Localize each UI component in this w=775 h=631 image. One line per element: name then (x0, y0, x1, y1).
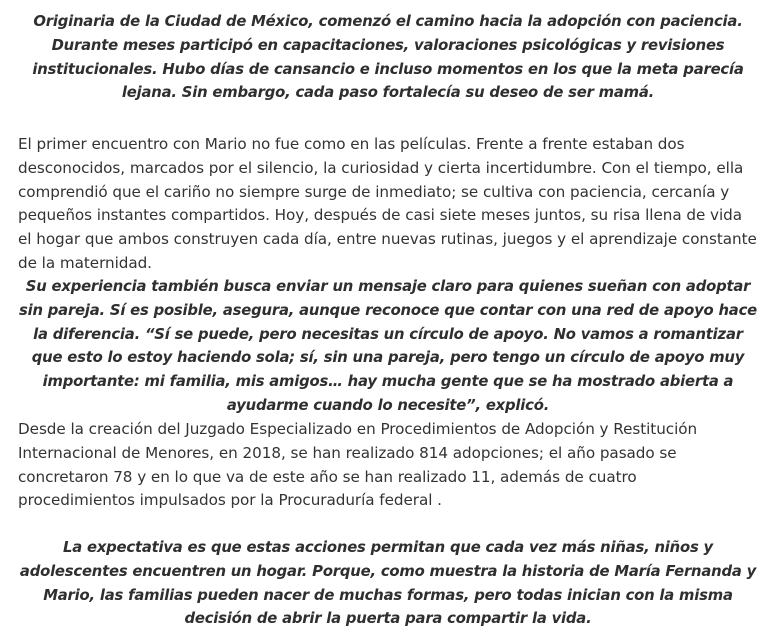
paragraph-statistics: Desde la creación del Juzgado Especializado en Procedimientos de Adopción y Restitución Internacional de Menores, en 2018, se han realizado 814 adopciones; el año pasado se concretaron 78 y en lo que va de este año se han realizado 11, además de cuatro procedimientos impulsados por la Procuraduría federal . (18, 420, 698, 510)
paragraph-closing-italic: La expectativa es que estas acciones permitan que cada vez más niñas, niños y adolescentes encuentren un hogar. Porque, como muestra la historia de María Fernanda y Mario, las familias pueden nacer de muchas formas, pero todas inician con la misma decisión de abrir la puerta para compartir la vida. (19, 539, 757, 628)
paragraph-intro-italic: Originaria de la Ciudad de México, comenzó el camino hacia la adopción con paciencia. Durante meses participó en capacitaciones, valoraciones psicológicas y revisiones institucionales. Hubo días de cansancio e incluso momentos en los que la meta parecía lejana. Sin embargo, cada paso fortalecía su deseo de ser mamá. (32, 13, 744, 102)
paragraph-quote-italic: Su experiencia también busca enviar un mensaje claro para quienes sueñan con adoptar sin pareja. Sí es posible, asegura, aunque reconoce que contar con una red de apoyo hace la diferencia. “Sí se puede, pero necesitas un círculo de apoyo. No vamos a romantizar que esto lo estoy haciendo sola; sí, sin una pareja, pero tengo un círculo de apoyo muy importante: mi familia, mis amigos… hay mucha gente que se ha mostrado abierta a ayudarme cuando lo necesite”, explicó. (19, 278, 757, 414)
paragraph-first-encounter: El primer encuentro con Mario no fue como en las películas. Frente a frente estaban dos desconocidos, marcados por el silencio, la curiosidad y cierta incertidumbre. Con el tiempo, ella comprendió que el cariño no siempre surge de inmediato; se cultiva con paciencia, cercanía y pequeños instantes compartidos. Hoy, después de casi siete meses juntos, su risa llena de vida el hogar que ambos construyen cada día, entre nuevas rutinas, juegos y el aprendizaje constante de la maternidad. (18, 135, 757, 272)
